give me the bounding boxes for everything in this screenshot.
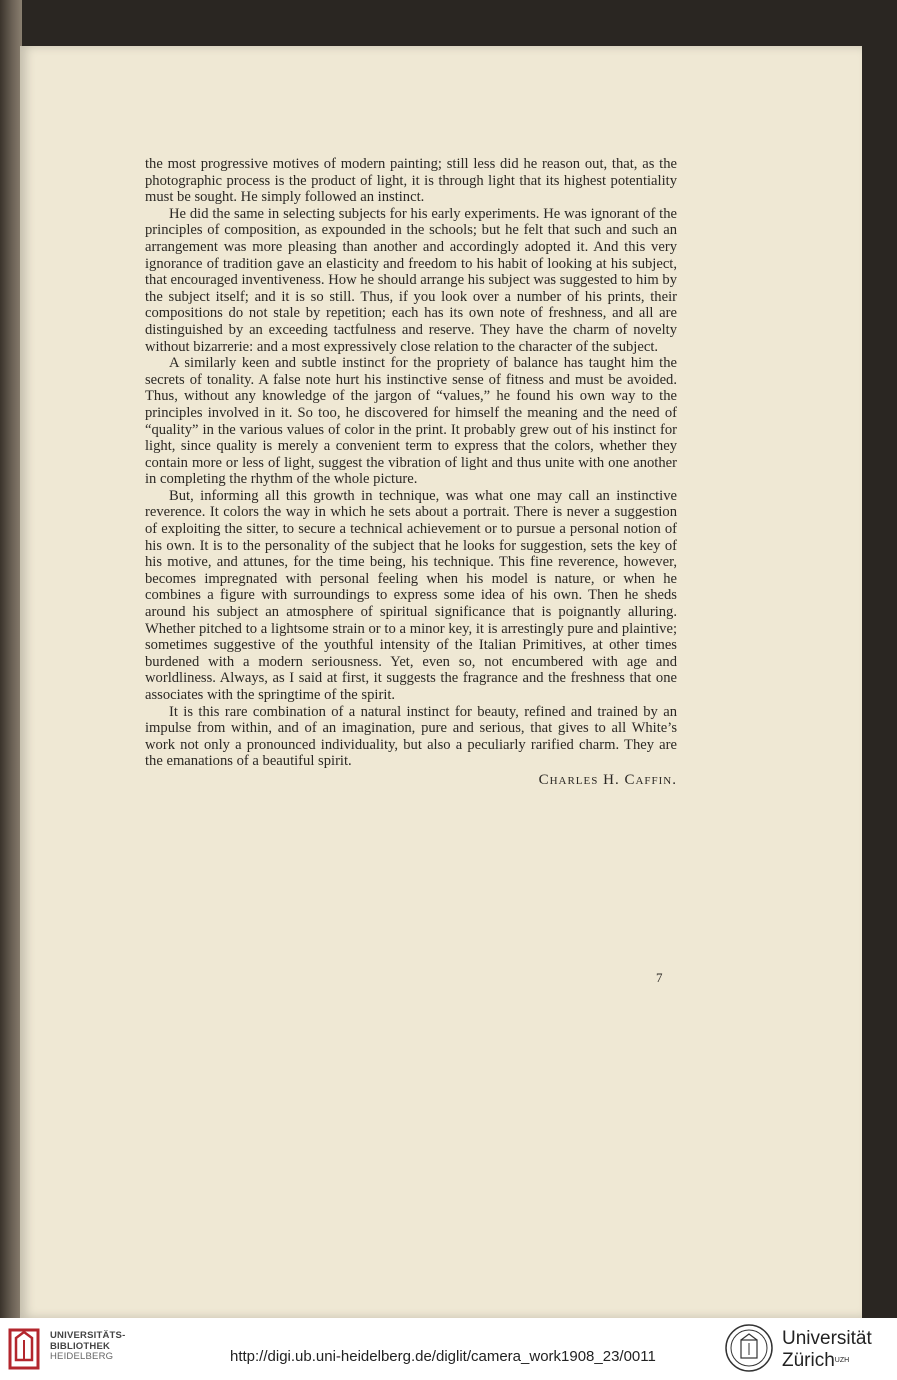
book-spine-edge [0,0,22,1318]
source-url-link[interactable]: http://digi.ub.uni-heidelberg.de/diglit/camera_work1908_23/0011 [230,1348,656,1365]
library-name: UNIVERSITÄTS- BIBLIOTHEK HEIDELBERG [50,1330,126,1362]
article-text [145,156,677,789]
author-signature: Charles H. Caffin. [538,771,677,788]
page-number: 7 [656,970,663,985]
heidelberg-library-logo-icon[interactable] [8,1324,42,1374]
paragraph-3: A similarly keen and subtle instinct for the propriety of balance has taught him the secrets of tonality. A false note hurt his instinctive sense of fitness and must be avoided. Thus, without any knowledge of the jargon of “values,” he found his own way to the principles involved in it. So too, he discovered for himself the meaning and the need of “quality” in the various values of color in the print. It probably grew out of his instinct for light, since quality is merely a convenient term to express that the colors, whether they contain more or less of light, suggest the vibration of light and thus unite with one another in completing the rhythm of the whole picture. [145,355,677,488]
book-page [20,46,862,1318]
paragraph-5: It is this rare combination of a natural instinct for beauty, refined and trained by an impulse from within, and of an imagination, pure and serious, that gives to all White’s work not only a pronounced individuality, but also a peculiarly rarified charm. They are the emanations of a beautiful spirit. [145,703,677,770]
paragraph-1: the most progressive motives of modern painting; still less did he reason out, that, as the photographic process is the product of light, it is through light that its highest potentiality must be sought. He simply followed an instinct. [145,156,677,206]
paragraph-2: He did the same in selecting subjects for his early experiments. He was ignorant of the principles of composition, as expounded in the schools; but he felt that such and such an arrangement was more pleasing than another and accordingly adopted it. And this very ignorance of tradition gave an elasticity and freedom to his habit of looking at his subject, that encouraged inventiveness. How he should arrange his subject was suggested to him by the subject itself; and it is so still. Thus, if you look over a number of his prints, their compositions do not stale by repetition; each has its own note of freshness, and all are distinguished by an exceeding tactfulness and reserve. They have the charm of novelty without bizarrerie: and a most expressively close relation to the character of the subject. [145,205,677,355]
zurich-university-seal-icon[interactable] [724,1323,774,1373]
digitization-footer [0,1318,897,1380]
zurich-university-name: Universität Zürich$^{UZH}$ [782,1328,872,1371]
paragraph-4: But, informing all this growth in technique, was what one may call an instinctive reverence. It colors the way in which he sets about a portrait. There is never a suggestion of exploiting the sitter, to secure a technical achievement or to pursue a personal notion of his own. It is to the personality of the subject that he looks for suggestion, sets the key of his motive, and attunes, for the time being, his technique. This fine reverence, however, becomes impregnated with personal feeling when his model is nature, or when he combines a figure with surroundings to express some idea of his own. Then he sheds around his subject an atmosphere of spiritual significance that is poignantly alluring. Whether pitched to a lightsome strain or to a minor key, it is arrestingly pure and plaintive; sometimes suggestive of the youthful intensity of the Italian Primitives, at other times burdened with a modern seriousness. Yet, even so, not encumbered with age and worldliness. Always, as I said at first, it suggests the fragrance and the freshness that one associates with the springtime of the spirit. [145,487,677,703]
